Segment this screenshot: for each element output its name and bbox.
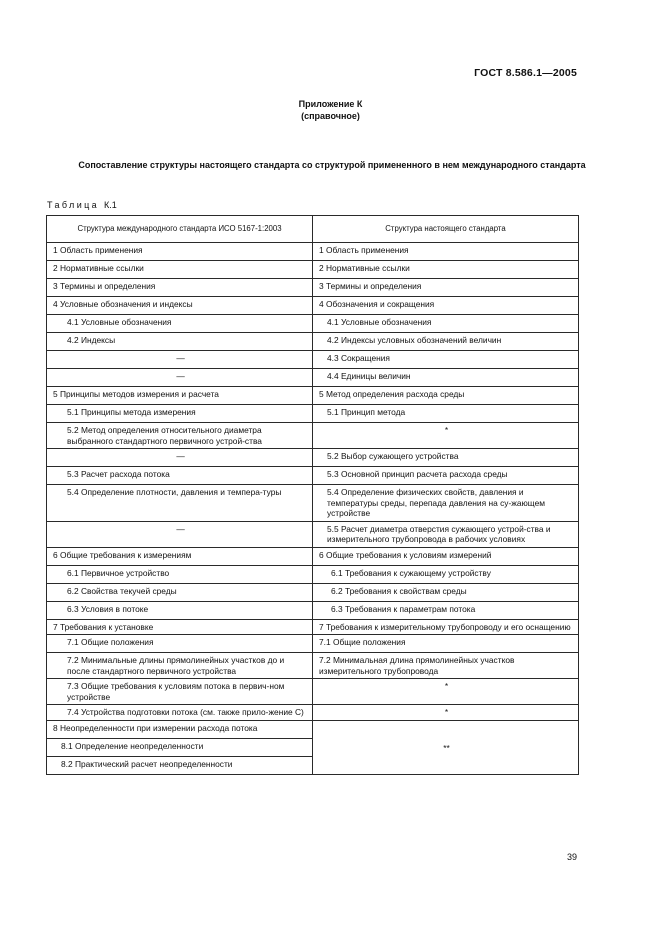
gost-cell: 7 Требования к измерительному трубопроводу и его оснащению [313,619,579,635]
gost-cell: 7.1 Общие положения [313,635,579,653]
gost-cell: 5.5 Расчет диаметра отверстия сужающего устрой-ства и измерительного трубопровода в рабочих условиях [313,521,579,547]
iso-cell: 7.3 Общие требования к условиям потока в первич-ном устройстве [47,679,313,705]
iso-cell: — [47,521,313,547]
gost-cell: 2 Нормативные ссылки [313,261,579,279]
iso-cell: 7.1 Общие положения [47,635,313,653]
gost-cell: 5.4 Определение физических свойств, давления и температуры среды, перепада давления на су-жающем устройстве [313,485,579,522]
table-row [47,297,579,315]
table-row [47,583,579,601]
iso-cell: 7.4 Устройства подготовки потока (см. также прило-жение С) [47,705,313,721]
iso-cell: 5 Принципы методов измерения и расчета [47,387,313,405]
iso-cell: 5.4 Определение плотности, давления и темпера-туры [47,485,313,522]
iso-cell: 6.1 Первичное устройство [47,565,313,583]
annex-subtitle: (справочное) [301,111,360,121]
table-row [47,315,579,333]
table-row [47,565,579,583]
table-row [47,679,579,705]
iso-cell: 8.1 Определение неопределенности [47,738,313,756]
iso-cell: 3 Термины и определения [47,279,313,297]
table-row [47,261,579,279]
iso-cell: — [47,369,313,387]
table-row [47,405,579,423]
table-row [47,485,579,522]
gost-cell: ** [313,720,579,774]
iso-cell: 8 Неопределенности при измерении расхода потока [47,720,313,738]
gost-cell: * [313,705,579,721]
iso-cell: 5.1 Принципы метода измерения [47,405,313,423]
gost-cell: 4.1 Условные обозначения [313,315,579,333]
table-row [47,601,579,619]
gost-cell: 5.3 Основной принцип расчета расхода среды [313,467,579,485]
iso-cell: 5.2 Метод определения относительного диаметра выбранного стандартного первичного устрой-ства [47,423,313,449]
table-label-word: Таблица [47,200,100,210]
iso-cell: 4 Условные обозначения и индексы [47,297,313,315]
gost-cell: 6.2 Требования к свойствам среды [313,583,579,601]
table-row [47,619,579,635]
gost-cell: * [313,679,579,705]
iso-cell: — [47,351,313,369]
iso-cell: 4.2 Индексы [47,333,313,351]
gost-cell: * [313,423,579,449]
table-row [47,369,579,387]
iso-cell: 4.1 Условные обозначения [47,315,313,333]
gost-cell: 5.2 Выбор сужающего устройства [313,449,579,467]
gost-cell: 6.1 Требования к сужающему устройству [313,565,579,583]
page-number: 39 [566,852,577,862]
iso-cell: 7 Требования к установке [47,619,313,635]
table-row [47,351,579,369]
section-heading: Сопоставление структуры настоящего стандарта со структурой примененного в нем международного стандарта [78,160,586,170]
iso-cell: 5.3 Расчет расхода потока [47,467,313,485]
table-row [47,720,579,738]
iso-cell: 6.2 Свойства текучей среды [47,583,313,601]
gost-cell: 7.2 Минимальная длина прямолинейных участков измерительного трубопровода [313,653,579,679]
table-row [47,547,579,565]
table-row [47,243,579,261]
gost-cell: 4.3 Сокращения [313,351,579,369]
gost-cell: 3 Термины и определения [313,279,579,297]
column-header-iso: Структура международного стандарта ИСО 5167-1:2003 [47,216,313,243]
gost-cell: 6 Общие требования к условиям измерений [313,547,579,565]
standard-number: ГОСТ 8.586.1—2005 [474,67,577,79]
iso-cell: 8.2 Практический расчет неопределенности [47,756,313,774]
gost-cell: 1 Область применения [313,243,579,261]
gost-cell: 4 Обозначения и сокращения [313,297,579,315]
annex-block [0,98,661,122]
gost-cell: 5.1 Принцип метода [313,405,579,423]
table-label [47,200,117,210]
table-row [47,387,579,405]
annex-title: Приложение К [298,99,363,109]
iso-cell: 6.3 Условия в потоке [47,601,313,619]
table-row [47,467,579,485]
iso-cell: 1 Область применения [47,243,313,261]
iso-cell: 7.2 Минимальные длины прямолинейных участков до и после стандартного первичного устройства [47,653,313,679]
iso-cell: 2 Нормативные ссылки [47,261,313,279]
table-row [47,653,579,679]
iso-cell: 6 Общие требования к измерениям [47,547,313,565]
table-row [47,635,579,653]
column-header-gost: Структура настоящего стандарта [313,216,579,243]
table-row [47,449,579,467]
table-row [47,423,579,449]
table-header-row [47,216,579,243]
table-row [47,705,579,721]
table-row [47,333,579,351]
table-row [47,279,579,297]
comparison-table [46,215,579,775]
gost-cell: 4.4 Единицы величин [313,369,579,387]
iso-cell: — [47,449,313,467]
table-row [47,521,579,547]
gost-cell: 6.3 Требования к параметрам потока [313,601,579,619]
table-label-number: К.1 [104,200,117,210]
gost-cell: 5 Метод определения расхода среды [313,387,579,405]
gost-cell: 4.2 Индексы условных обозначений величин [313,333,579,351]
